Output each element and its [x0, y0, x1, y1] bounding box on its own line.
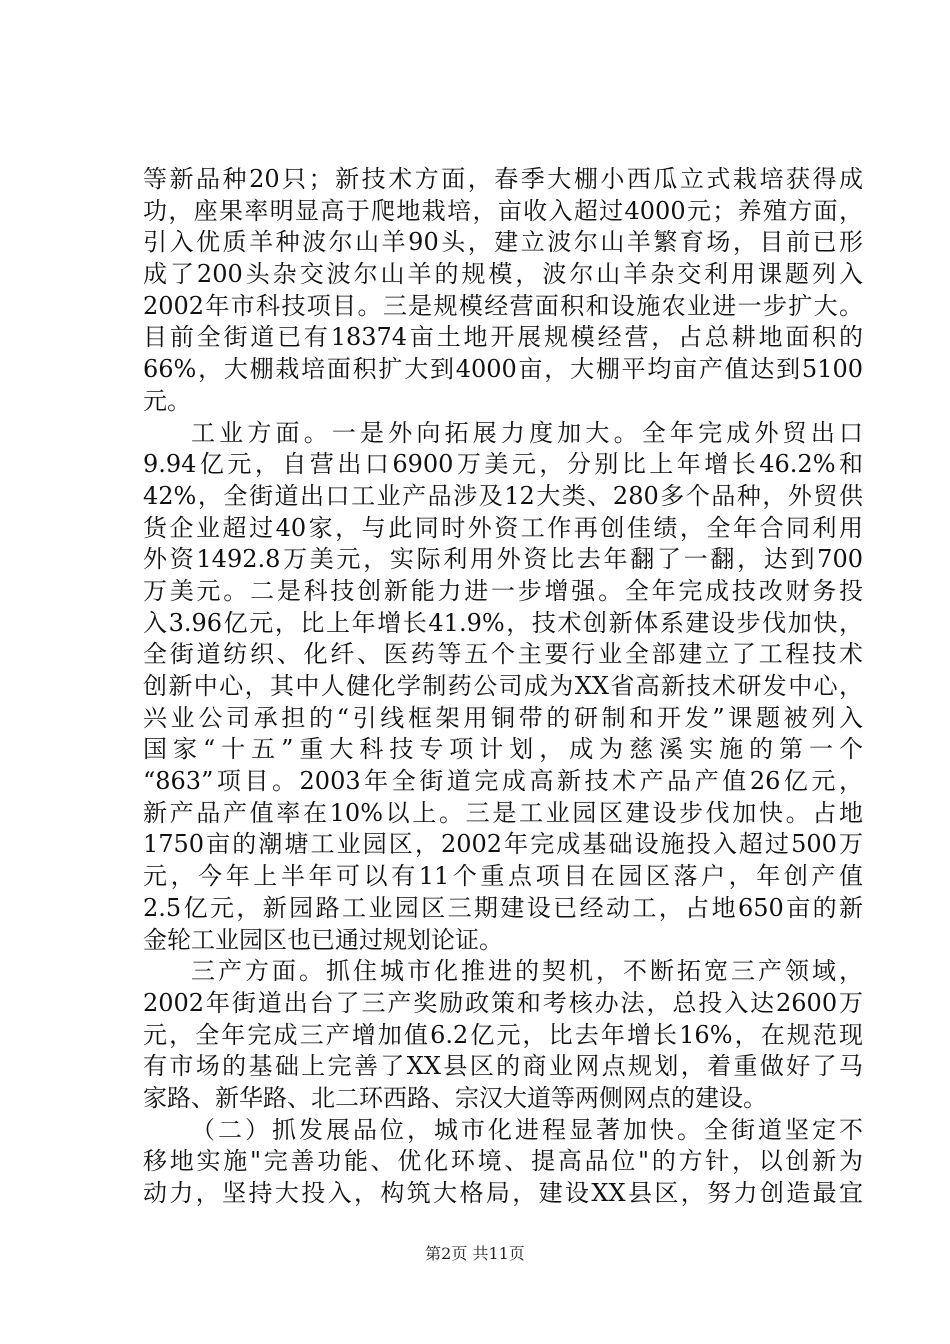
text-line: （二）抓发展品位，城市化进程显著加快。全街道坚定不 — [191, 1115, 863, 1144]
text-line: 1750亩的潮塘工业园区，2002年完成基础设施投入超过500万 — [143, 830, 863, 859]
text-line: 国家“十五”重大科技专项计划，成为慈溪实施的第一个 — [143, 735, 863, 764]
text-line: 9.94亿元，自营出口6900万美元，分别比上年增长46.2%和 — [143, 450, 863, 479]
text-line: 外资1492.8万美元，实际利用外资比去年翻了一翻，达到700 — [143, 545, 863, 574]
text-line: 有市场的基础上完善了XX县区的商业网点规划，着重做好了马 — [143, 1052, 863, 1081]
text-line: 工业方面。一是外向拓展力度加大。全年完成外贸出口 — [191, 418, 863, 447]
text-line: 万美元。二是科技创新能力进一步增强。全年完成技改财务投 — [143, 576, 863, 605]
text-line: 元。 — [143, 386, 191, 415]
text-line: 家路、新华路、北二环西路、宗汉大道等两侧网点的建设。 — [143, 1083, 767, 1112]
text-line: 金轮工业园区也已通过规划论证。 — [143, 925, 503, 954]
text-line: 全街道纺织、化纤、医药等五个主要行业全部建立了工程技术 — [143, 640, 863, 669]
text-line: 兴业公司承担的“引线框架用铜带的研制和开发”课题被列入 — [143, 703, 863, 732]
text-line: 42%，全街道出口工业产品涉及12大类、280多个品种，外贸供 — [143, 481, 863, 510]
text-line: 新产品产值率在10%以上。三是工业园区建设步伐加快。占地 — [143, 798, 863, 827]
text-line: 入3.96亿元，比上年增长41.9%，技术创新体系建设步伐加快， — [143, 608, 863, 637]
text-line: 2002年市科技项目。三是规模经营面积和设施农业进一步扩大。 — [143, 291, 863, 320]
text-line: 三产方面。抓住城市化推进的契机，不断拓宽三产领域， — [191, 957, 863, 986]
text-line: 等新品种20只；新技术方面，春季大棚小西瓜立式栽培获得成 — [143, 165, 863, 193]
text-line: 66%，大棚栽培面积扩大到4000亩，大棚平均亩产值达到5100 — [143, 355, 863, 384]
text-line: 货企业超过40家，与此同时外资工作再创佳绩，全年合同利用 — [143, 513, 863, 542]
text-line: 动力，坚持大投入，构筑大格局，建设XX县区，努力创造最宜 — [143, 1179, 863, 1207]
text-line: 功，座果率明显高于爬地栽培，亩收入超过4000元；养殖方面， — [143, 196, 863, 225]
page-footer: 第2页 共11页 — [425, 1244, 525, 1263]
text-line: 创新中心，其中人健化学制药公司成为XX省高新技术研发中心， — [143, 672, 863, 700]
text-line: 2.5亿元，新园路工业园区三期建设已经动工，占地650亩的新 — [143, 893, 863, 922]
document-body — [143, 164, 863, 1210]
text-line: 移地实施"完善功能、优化环境、提高品位"的方针，以创新为 — [143, 1147, 863, 1176]
text-line: 成了200头杂交波尔山羊的规模，波尔山羊杂交利用课题列入 — [143, 260, 863, 289]
text-line: “863”项目。2003年全街道完成高新技术产品产值26亿元， — [143, 767, 863, 796]
text-line: 引入优质羊种波尔山羊90头，建立波尔山羊繁育场，目前已形 — [143, 228, 863, 257]
text-line: 元，今年上半年可以有11个重点项目在园区落户，年创产值 — [143, 862, 863, 891]
text-line: 元，全年完成三产增加值6.2亿元，比去年增长16%，在规范现 — [143, 1020, 863, 1049]
text-line: 2002年街道出台了三产奖励政策和考核办法，总投入达2600万 — [143, 988, 863, 1017]
text-line: 目前全街道已有18374亩土地开展规模经营，占总耕地面积的 — [143, 323, 863, 352]
